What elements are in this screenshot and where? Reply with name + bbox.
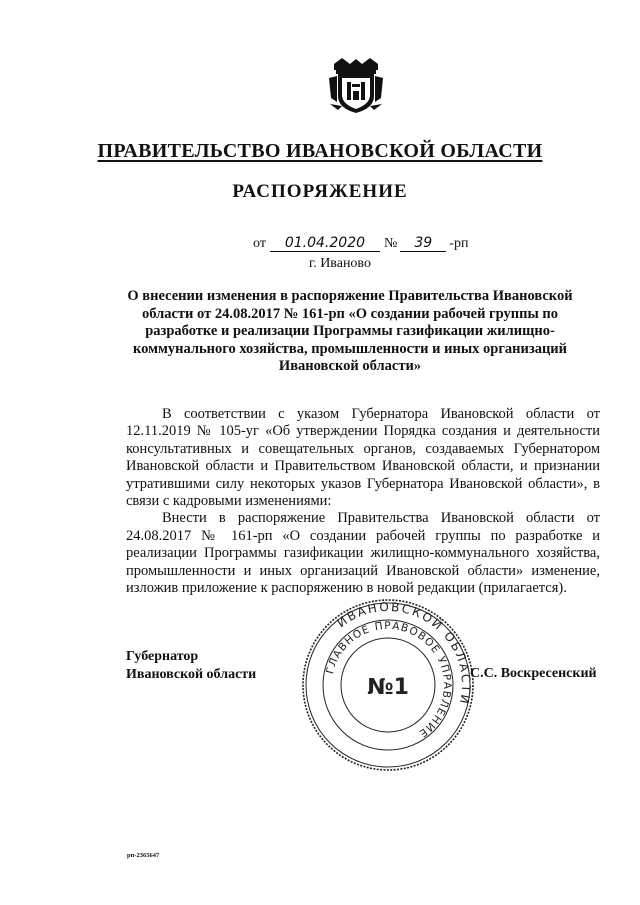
city-line: г. Иваново — [309, 256, 371, 271]
stamp-inner-text: ГЛАВНОЕ ПРАВОВОЕ УПРАВЛЕНИЕ — [324, 619, 454, 740]
document-type: РАСПОРЯЖЕНИЕ — [232, 181, 408, 202]
document-body — [126, 406, 600, 597]
body-paragraph: В соответствии с указом Губернатора Ивановской области от 12.11.2019 № 105-уг «Об утверждении Порядка создания и деятельности консультативных и совещательных органов, создаваемых Губернатором Ивановской области и Правительством Ивановской области, и признании утратившими силу некоторых указов Губернатора Ивановской области», в связи с кадровыми изменениями: — [126, 406, 600, 510]
signer-name: С.С. Воскресенский — [470, 666, 597, 681]
handwritten-date: 01.04.2020 — [270, 236, 380, 252]
handwritten-number: 39 — [400, 236, 446, 252]
government-title — [0, 140, 640, 163]
body-paragraph: Внести в распоряжение Правительства Ивановской области от 24.08.2017 № 161-рп «О создании рабочей группы по разработке и реализации Программы газификации жилищно-коммунального хозяйства, промышленности и иных организаций Ивановской области» изменение, изложив приложение к распоряжению в новой редакции (прилагается). — [126, 510, 600, 597]
official-stamp — [301, 598, 475, 772]
signer-position-line-2: Ивановской области — [126, 667, 257, 682]
date-number-line — [253, 236, 468, 252]
stamp-center-text: №1 — [367, 675, 409, 700]
number-prefix: № — [383, 236, 398, 251]
government-title-text: ПРАВИТЕЛЬСТВО ИВАНОВСКОЙ ОБЛАСТИ — [97, 140, 543, 162]
signer-position — [126, 648, 256, 684]
date-prefix: от — [253, 236, 266, 251]
coat-of-arms-icon — [328, 56, 384, 114]
document-subject: О внесении изменения в распоряжение Правительства Ивановской области от 24.08.2017 № 161-рп «О создании рабочей группы по разработке и реализации Программы газификации жилищно-коммунального хозяйства, промышленности и иных организаций Ивановской области» — [127, 288, 573, 374]
number-suffix: -рп — [449, 236, 469, 251]
stamp-outer-text: ИВАНОВСКОЙ ОБЛАСТИ — [334, 599, 474, 707]
signer-position-line-1: Губернатор — [126, 649, 199, 664]
registration-number: рп-2365647 — [127, 852, 160, 859]
